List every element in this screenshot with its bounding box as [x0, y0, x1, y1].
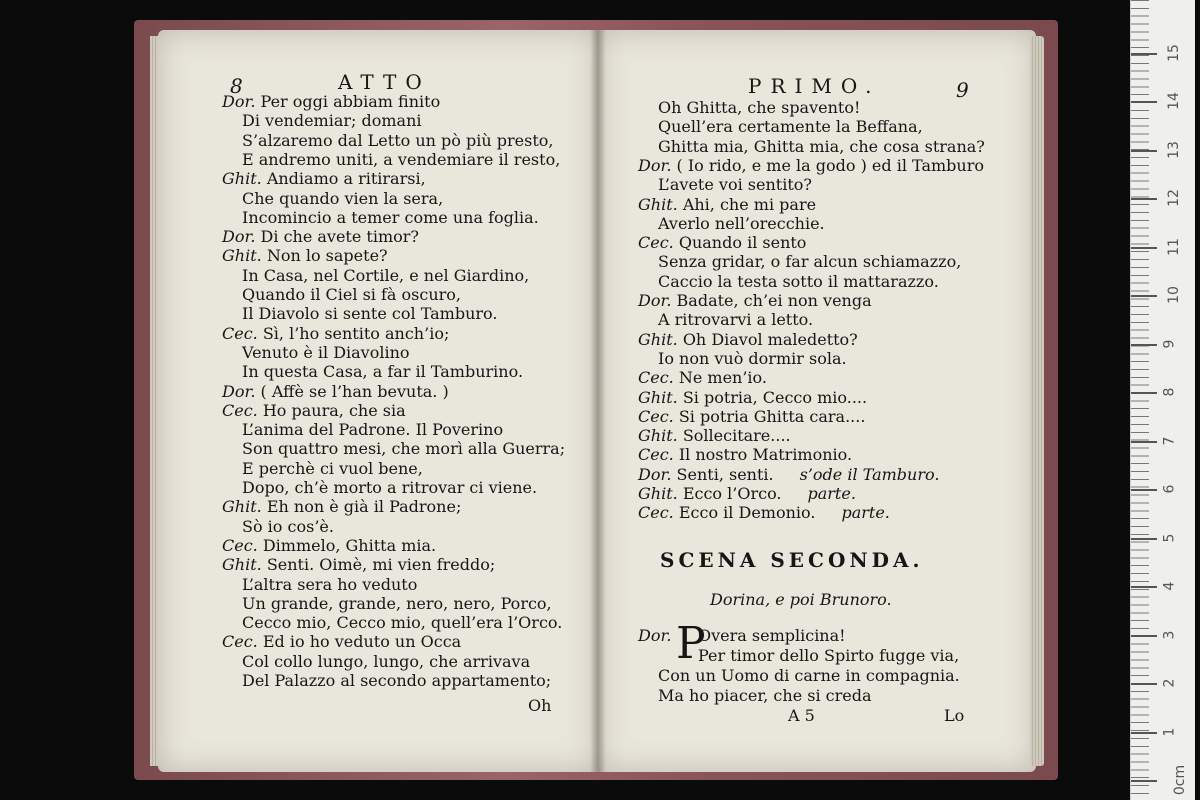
left_page-line	[242, 111, 422, 130]
ruler-tick	[1131, 635, 1157, 637]
left_page-line	[242, 304, 497, 323]
ruler-label: 8	[1161, 387, 1178, 397]
line-text: Ghitta mia, Ghitta mia, che cosa strana?	[658, 136, 985, 156]
signature-mark: A 5	[788, 706, 815, 725]
right_page-line	[638, 484, 856, 503]
ruler-label: 11	[1165, 237, 1182, 256]
line-text: A ritrovarvi a letto.	[658, 310, 814, 330]
left_page-line	[222, 169, 426, 188]
speaker-name: Cec.	[222, 535, 263, 555]
ruler-label: 6	[1161, 484, 1178, 494]
left_page-line	[242, 459, 423, 478]
right_page-line	[638, 503, 890, 522]
line-text: Non lo sapete?	[266, 246, 388, 266]
stage-direction: parte.	[807, 484, 856, 503]
left_page-line	[242, 285, 461, 304]
line-text: Quando il Ciel si fà oscuro,	[242, 285, 462, 304]
speaker-name: Ghit.	[638, 387, 683, 407]
ruler-label: 9	[1161, 339, 1178, 348]
right_page-line	[638, 233, 806, 252]
right_page-line	[638, 388, 867, 407]
line-text: Io non vuò dormir sola.	[658, 348, 847, 368]
left_page-line	[242, 517, 334, 536]
line-text: Andiamo a ritirarsi,	[266, 169, 426, 189]
right-page	[598, 30, 1036, 772]
left-catchword: Oh	[528, 696, 552, 715]
ruler-label: 14	[1165, 92, 1182, 110]
ruler-tick	[1131, 489, 1157, 491]
line-text: Dimmelo, Ghitta mia.	[262, 535, 437, 555]
line-text: Di che avete timor?	[260, 227, 419, 247]
line-text: Sì, l’ho sentito anch’io;	[262, 323, 450, 343]
line-text: Senti. Oimè, mi vien freddo;	[266, 555, 496, 575]
left_page-line	[222, 497, 461, 516]
line-text: Badate, ch’ei non venga	[676, 291, 872, 310]
left_page-line	[242, 594, 552, 613]
ruler-tick	[1131, 198, 1157, 200]
line-text: Si potria Ghitta cara....	[678, 406, 866, 426]
right-page-number: 9	[956, 78, 969, 102]
speaker-name: Cec.	[638, 503, 679, 523]
line-text: Per oggi abbiam finito	[260, 92, 441, 111]
line-text: Son quattro mesi, che morì alla Guerra;	[242, 439, 566, 459]
left_page-line	[222, 536, 436, 555]
left_page-line	[242, 478, 537, 497]
left_page-line	[242, 362, 523, 381]
left_page-line	[242, 150, 560, 169]
line-text: Ahi, che mi pare	[682, 194, 817, 214]
left-page-number: 8	[230, 74, 243, 98]
right_page-line	[638, 407, 865, 426]
left_page-line	[222, 92, 440, 111]
ruler-tick	[1131, 732, 1157, 734]
line-text: Ed io ho veduto un Occa	[262, 632, 462, 652]
ruler-tick	[1131, 780, 1157, 782]
line-text: S’alzaremo dal Letto un pò più presto,	[242, 130, 554, 150]
line-text: Ho paura, che sia	[262, 400, 406, 420]
ruler-tick	[1131, 392, 1157, 394]
ruler-tick	[1131, 150, 1157, 152]
scene-line: Ma ho piacer, che si creda	[658, 686, 872, 705]
speaker-name: Ghit.	[222, 169, 267, 189]
left_page-line	[242, 131, 553, 150]
right_page-line	[638, 291, 872, 310]
right_page-line	[658, 310, 813, 329]
scene-line: Per timor dello Spirto fugge via,	[698, 646, 960, 665]
line-text: Si potria, Cecco mio....	[682, 387, 868, 407]
line-text: In questa Casa, a far il Tamburino.	[242, 362, 524, 382]
line-text: ( Io rido, e me la godo ) ed il Tamburo	[676, 155, 984, 175]
right_page-line	[638, 368, 767, 387]
right_page-line	[638, 195, 816, 214]
measuring-ruler	[1130, 0, 1195, 800]
ruler-tick	[1131, 295, 1157, 297]
speaker-name: Cec.	[222, 632, 263, 652]
scene-line: Con un Uomo di carne in compagnia.	[658, 666, 960, 685]
speaker-name: Ghit.	[638, 194, 683, 214]
ruler-tick	[1131, 53, 1157, 55]
right_page-line	[638, 156, 984, 175]
line-text: Eh non è già il Padrone;	[266, 497, 462, 517]
line-text: Che quando vien la sera,	[242, 188, 444, 208]
right_page-line	[638, 445, 852, 464]
book-gutter	[590, 30, 606, 772]
line-text: L’altra sera ho veduto	[242, 574, 418, 594]
left_page-line	[242, 266, 529, 285]
line-text: Il nostro Matrimonio.	[678, 445, 853, 465]
speaker-name: Cec.	[222, 323, 263, 343]
line-text: Venuto è il Diavolino	[242, 342, 410, 362]
left_page-line	[242, 439, 565, 458]
line-text: Caccio la testa sotto il mattarazzo.	[658, 271, 939, 291]
ruler-tick	[1131, 683, 1157, 685]
left_page-line	[242, 652, 530, 671]
line-text: Senti, senti.	[676, 464, 774, 484]
right_page-line	[638, 465, 939, 484]
line-text: Quando il sento	[678, 233, 807, 253]
line-text: Ne men’io.	[678, 368, 767, 388]
right_page-line	[658, 117, 923, 136]
line-text: Il Diavolo si sente col Tamburo.	[242, 304, 498, 324]
speaker-name: Ghit.	[222, 497, 267, 517]
speaker-name: Ghit.	[638, 329, 683, 349]
speaker-name: Dor.	[638, 291, 677, 310]
left_page-line	[222, 632, 461, 651]
right_page-line	[658, 272, 939, 291]
stage-direction: parte.	[841, 503, 890, 523]
ruler-label: 2	[1161, 678, 1178, 688]
speaker-name: Ghit.	[222, 246, 267, 266]
ruler-label: 4	[1161, 581, 1178, 591]
right_page-line	[658, 98, 860, 117]
ruler-label: 10	[1165, 286, 1182, 304]
line-text: Cecco mio, Cecco mio, quell’era l’Orco.	[242, 613, 563, 633]
line-text: Del Palazzo al secondo appartamento;	[242, 671, 552, 690]
left_page-line	[242, 575, 417, 594]
speaker-name: Cec.	[638, 406, 679, 426]
line-text: E andremo uniti, a vendemiare il resto,	[242, 149, 561, 169]
ruler-tick	[1131, 101, 1157, 103]
ruler-tick	[1131, 538, 1157, 540]
ruler-label: 0cm	[1172, 764, 1189, 796]
right_page-line	[638, 426, 791, 445]
scene-subtitle: Dorina, e poi Brunoro.	[710, 590, 892, 609]
right_page-line	[658, 349, 847, 368]
left_page-line	[222, 401, 406, 420]
line-text: L’avete voi sentito?	[658, 175, 812, 195]
ruler-tick	[1131, 247, 1157, 249]
left_page-line	[242, 208, 539, 227]
ruler-label: 15	[1165, 43, 1182, 62]
left_page-line	[242, 420, 503, 439]
speaker-name: Cec.	[638, 233, 679, 253]
line-text: Averlo nell’orecchie.	[658, 213, 825, 233]
ruler-label: 5	[1161, 533, 1178, 542]
right_page-line	[638, 330, 858, 349]
speaker-name: Dor.	[222, 92, 261, 111]
speaker-name: Dor.	[638, 155, 677, 175]
speaker-name: Cec.	[222, 400, 263, 420]
ruler-tick	[1131, 586, 1157, 588]
ruler-label: 13	[1165, 140, 1182, 159]
left-running-head: ATTO	[338, 70, 431, 94]
right-page-edges	[1030, 36, 1044, 766]
drop-cap: P	[676, 618, 706, 669]
left_page-line	[222, 227, 419, 246]
speaker-name: Dor.	[638, 464, 677, 484]
line-text: Ecco il Demonio.	[678, 503, 816, 523]
line-text: Quell’era certamente la Beffana,	[658, 117, 923, 137]
ruler-label: 1	[1161, 727, 1178, 736]
stage-direction: s’ode il Tamburo.	[799, 464, 940, 484]
left_page-line	[242, 671, 551, 690]
speaker-name: Cec.	[638, 445, 679, 465]
speaker-name: Ghit.	[638, 426, 683, 446]
right_page-line	[658, 175, 812, 194]
left_page-line	[222, 324, 449, 343]
left-page	[158, 30, 598, 772]
speaker-name: Ghit.	[222, 555, 267, 575]
line-text: Oh Diavol maledetto?	[682, 329, 858, 349]
ruler-label: 12	[1165, 189, 1182, 207]
line-text: In Casa, nel Cortile, e nel Giardino,	[242, 265, 530, 285]
line-text: Col collo lungo, lungo, che arrivava	[242, 651, 531, 671]
left_page-line	[242, 343, 410, 362]
line-text: Ecco l’Orco.	[682, 484, 782, 503]
right_page-line	[658, 252, 961, 271]
speaker-name: Dor.	[222, 381, 261, 401]
speaker-name: Ghit.	[638, 484, 683, 503]
line-text: Dopo, ch’è morto a ritrovar ci viene.	[242, 478, 538, 497]
left_page-line	[222, 555, 495, 574]
ruler-scale	[1131, 0, 1149, 800]
line-text: Di vendemiar; domani	[242, 111, 422, 131]
left_page-line	[222, 246, 388, 265]
right_page-line	[658, 214, 825, 233]
line-text: Oh Ghitta, che spavento!	[658, 98, 861, 117]
scene-speaker: Dor.	[638, 626, 672, 645]
right-running-head: PRIMO.	[748, 74, 881, 98]
left_page-line	[242, 189, 443, 208]
left_page-line	[222, 382, 449, 401]
ruler-label: 3	[1161, 630, 1178, 639]
ruler-label: 7	[1161, 436, 1178, 445]
line-text: E perchè ci vuol bene,	[242, 458, 423, 478]
right-catchword: Lo	[944, 706, 965, 725]
line-text: Senza gridar, o far alcun schiamazzo,	[658, 252, 962, 272]
scene-line: Overa semplicina!	[698, 626, 846, 645]
right_page-line	[658, 137, 985, 156]
line-text: Sò io cos’è.	[242, 516, 334, 536]
line-text: ( Affè se l’han bevuta. )	[260, 381, 449, 401]
line-text: Sollecitare....	[682, 426, 791, 446]
scene-title: SCENA SECONDA.	[660, 548, 924, 572]
line-text: Incomincio a temer come una foglia.	[242, 207, 539, 227]
speaker-name: Cec.	[638, 368, 679, 388]
speaker-name: Dor.	[222, 227, 261, 247]
ruler-tick	[1131, 441, 1157, 443]
ruler-tick	[1131, 344, 1157, 346]
line-text: L’anima del Padrone. Il Poverino	[242, 420, 504, 440]
line-text: Un grande, grande, nero, nero, Porco,	[242, 593, 552, 613]
left_page-line	[242, 613, 562, 632]
